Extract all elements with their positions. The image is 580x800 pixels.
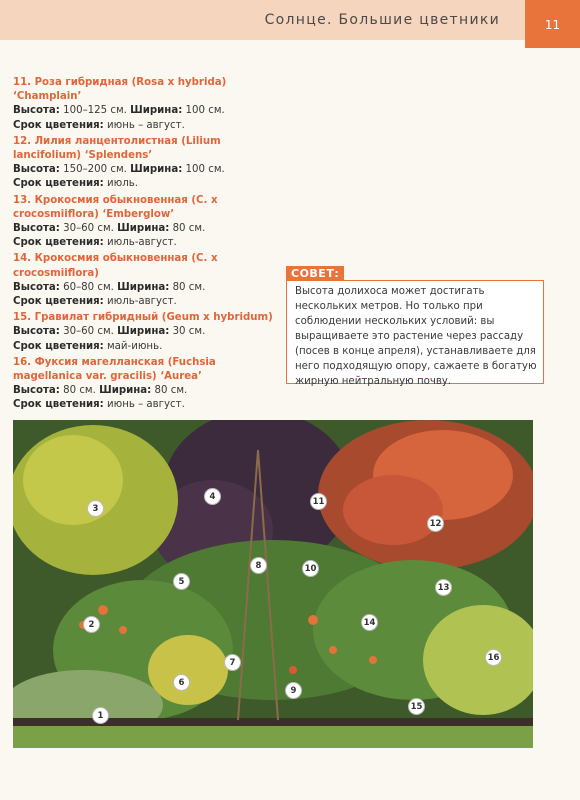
plant-marker: 16 — [485, 649, 502, 666]
plant-name: 13. Крокосмия обыкновенная (C. x crocosmiiflora) ‘Emberglow’ — [13, 194, 218, 220]
section-title: Солнце. Большие цветники — [264, 12, 500, 28]
plant-marker: 10 — [302, 560, 319, 577]
plant-name: 12. Лилия ланцентолистная (Lilium lancifolium) ‘Splendens’ — [13, 135, 221, 162]
plant-marker: 1 — [92, 707, 109, 724]
plant-entry: 15. Гравилат гибридный (Geum x hybridum) Высота: 30–60 см. Ширина: 30 см. Срок цветения: май-июнь. — [13, 311, 285, 354]
plant-marker: 12 — [427, 515, 444, 532]
plant-entry: 11. Роза гибридная (Rosa x hybrida) ‘Champlain’ Высота: 100–125 см. Ширина: 100 см. Срок цветения: июнь – август. — [13, 76, 285, 133]
plant-marker: 5 — [173, 573, 190, 590]
plant-entry: 16. Фуксия магелланская (Fuchsia magellanica var. gracilis) ‘Aurea’ Высота: 80 см. Ширина: 80 см. Срок цветения: июнь – август. — [13, 356, 285, 413]
tip-box — [286, 262, 544, 387]
plant-marker: 4 — [204, 488, 221, 505]
plant-marker: 6 — [173, 674, 190, 691]
plant-marker: 15 — [408, 698, 425, 715]
plant-marker: 14 — [361, 614, 378, 631]
plant-marker: 3 — [87, 500, 104, 517]
plant-marker: 9 — [285, 682, 302, 699]
plant-name: 11. Роза гибридная (Rosa x hybrida) ‘Champlain’ — [13, 77, 227, 103]
plant-name: 16. Фуксия магелланская (Fuchsia magellanica var. gracilis) ‘Aurea’ — [13, 356, 216, 383]
garden-photo — [13, 420, 533, 748]
plant-marker: 2 — [83, 616, 100, 633]
plant-entry: 12. Лилия ланцентолистная (Lilium lancifolium) ‘Splendens’ Высота: 150–200 см. Ширина: 100 см. Срок цветения: июль. — [13, 135, 285, 192]
plant-marker: 7 — [224, 654, 241, 671]
plant-entry: 14. Крокосмия обыкновенная (C. x crocosmiiflora) Высота: 60–80 см. Ширина: 80 см. Срок цветения: июль-август. — [13, 252, 285, 309]
plant-name: 14. Крокосмия обыкновенная (C. x crocosmiiflora) — [13, 253, 218, 279]
tip-text: Высота долихоса может достигать нескольких метров. Но только при соблюдении нескольких условий: вы выращиваете это растение через рассаду (посев в конце апреля), устанавливаете для него подходящую опору, сажаете в богатую жирную нейтральную почву. — [286, 280, 544, 384]
page-number: 11 — [525, 0, 580, 48]
plant-name: 15. Гравилат гибридный (Geum x hybridum) — [13, 312, 273, 324]
plant-marker: 13 — [435, 579, 452, 596]
plant-list — [13, 76, 285, 415]
plant-entry: 13. Крокосмия обыкновенная (C. x crocosmiiflora) ‘Emberglow’ Высота: 30–60 см. Ширина: 80 см. Срок цветения: июль-август. — [13, 194, 285, 251]
plant-marker: 11 — [310, 493, 327, 510]
tip-label: СОВЕТ: — [286, 266, 344, 281]
page-header — [0, 0, 580, 40]
plant-marker: 8 — [250, 557, 267, 574]
garden-illustration — [13, 420, 533, 748]
